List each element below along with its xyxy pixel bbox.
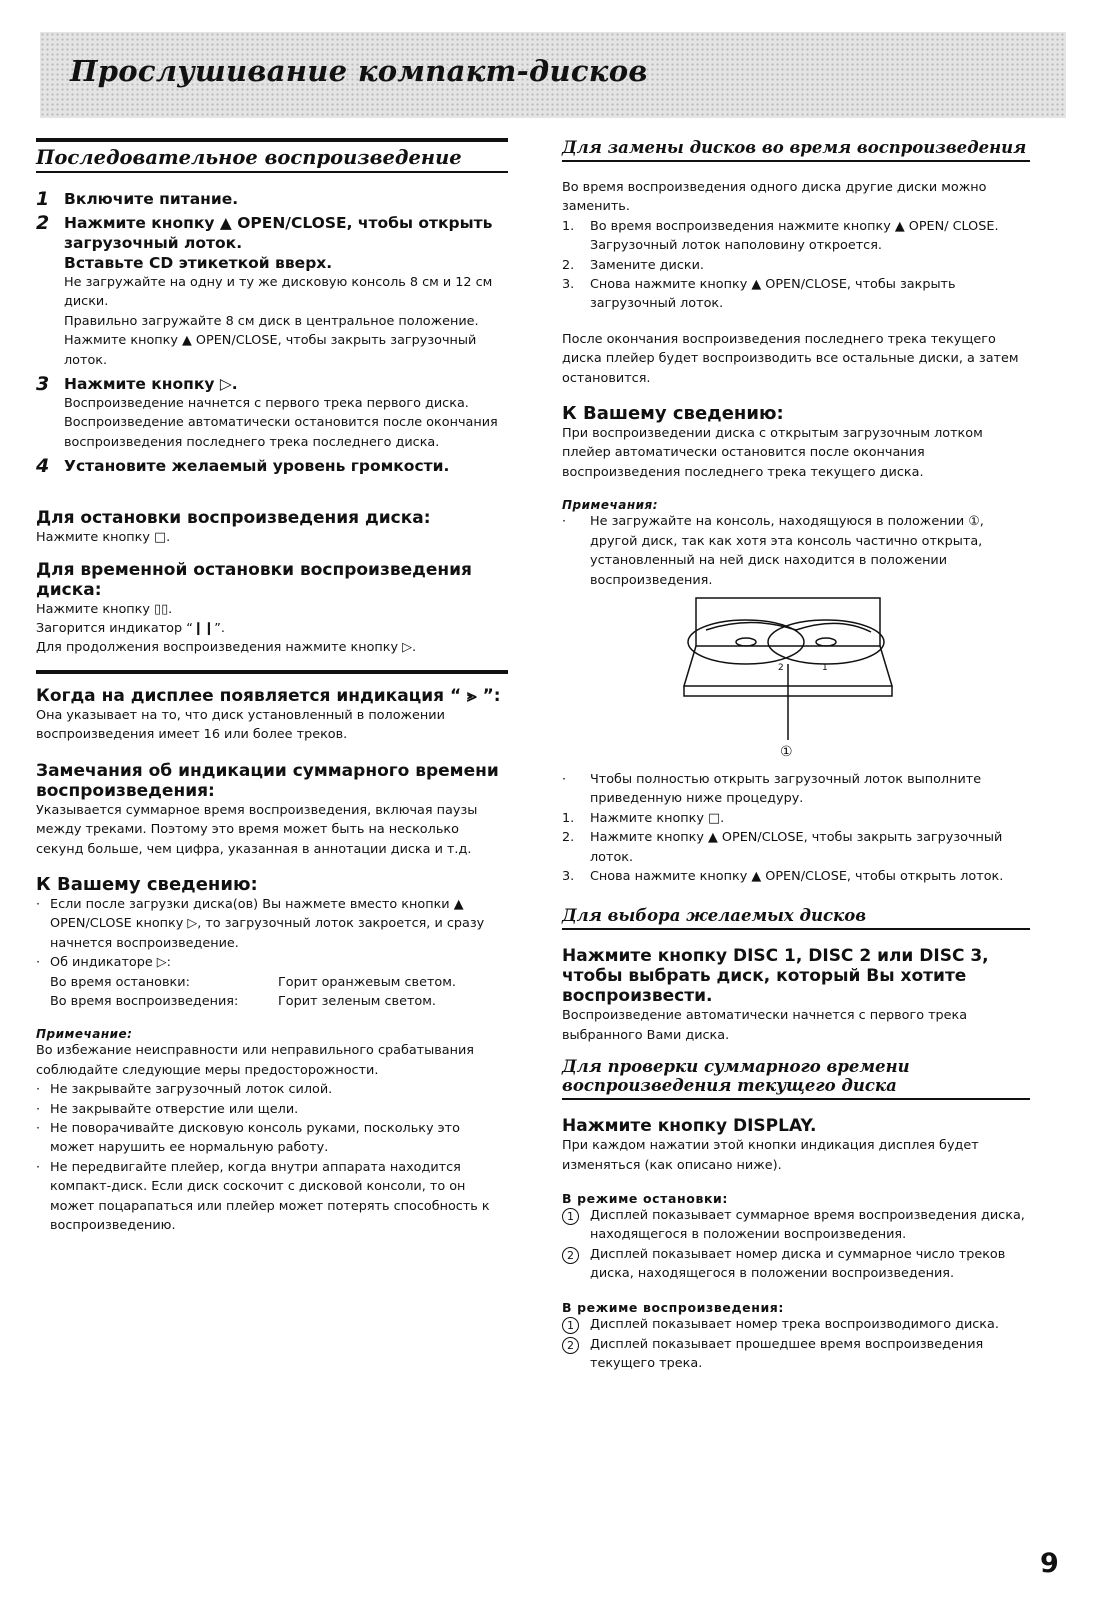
open-bullet: · Чтобы полностью открыть загрузочный лоток выполните приведенную ниже процедуру. <box>562 771 982 807</box>
info-bullet: · Если после загрузки диска(ов) Вы нажмете вместо кнопки ▲ OPEN/CLOSE кнопку ▷, то загрузочный лоток закроется, и сразу начнется воспроизведение. <box>36 896 485 951</box>
step-3-line: Воспроизведение автоматически остановится после окончания воспроизведения последнего трека последнего диска. <box>64 415 498 450</box>
total-time-text: Указывается суммарное время воспроизведения, включая паузы между треками. Поэтому это время может быть на несколько секунд больше, чем цифра, указанная в аннотации диска и т.д. <box>36 802 478 857</box>
pause-line: Загорится индикатор “❙❙”. <box>36 621 225 637</box>
indicator-row: Во время воспроизведения: Горит зеленым светом. <box>50 993 436 1009</box>
figure-callout: ① <box>780 743 793 760</box>
notes-bullet: · Не загружайте на консоль, находящуюся в положении ①, другой диск, так как хотя эта консоль частично открыта, установленный на ней диск находится в положении воспроизведения. <box>562 514 984 588</box>
info-heading-right: К Вашему сведению: <box>562 403 784 425</box>
stop-mode-heading: В режиме остановки: <box>562 1190 729 1206</box>
stop-text: Нажмите кнопку □. <box>36 530 171 546</box>
info-heading: К Вашему сведению: <box>36 873 258 895</box>
swap-intro: Во время воспроизведения одного диска другие диски можно заменить. <box>562 180 987 215</box>
swap-after: После окончания воспроизведения последнего трека текущего диска плейер будет воспроизводить все остальные диски, а затем остановится. <box>562 331 1019 386</box>
open-step: 3. Снова нажмите кнопку ▲ OPEN/CLOSE, чтобы открыть лоток. <box>562 868 1004 884</box>
step-2-line: Правильно загружайте 8 см диск в центральное положение. <box>64 313 479 329</box>
pause-line: Нажмите кнопку ▯▯. <box>36 601 173 617</box>
stop-mode-item: 2 Дисплей показывает номер диска и суммарное число треков диска, находящегося в положении воспроизведения. <box>562 1245 1030 1284</box>
swap-heading: Для замены дисков во время воспроизведения <box>562 138 1030 162</box>
note-bullet: · Не передвигайте плейер, когда внутри аппарата находится компакт-диск. Если диск соскочит с дисковой консоли, то он может поцарапаться или плейер может потерять способность к воспроизведению. <box>36 1159 490 1233</box>
info-text-right: При воспроизведении диска с открытым загрузочным лотком плейер автоматически остановится после окончания воспроизведения последнего трека текущего диска. <box>562 426 983 480</box>
step-3: 3 Нажмите кнопку ▷. <box>36 373 238 396</box>
check-heading: Для проверки суммарного времени воспроизведения текущего диска <box>562 1057 1030 1100</box>
indicator-row: Во время остановки: Горит оранжевым светом. <box>50 974 456 990</box>
stop-heading: Для остановки воспроизведения диска: <box>36 508 431 529</box>
open-step: 1. Нажмите кнопку □. <box>562 810 725 826</box>
total-time-heading: Замечания об индикации суммарного времени воспроизведения: <box>36 760 499 801</box>
step-2-line: Нажмите кнопку ▲ OPEN/CLOSE, чтобы закрыть загрузочный лоток. <box>64 333 477 368</box>
swap-step: 3. Снова нажмите кнопку ▲ OPEN/CLOSE, чтобы закрыть загрузочный лоток. <box>562 277 956 312</box>
swap-step: 2. Замените диски. <box>562 257 704 273</box>
section-title-sequential: Последовательное воспроизведение <box>36 146 462 169</box>
display-text: При каждом нажатии этой кнопки индикация дисплея будет изменяться (как описано ниже). <box>562 1138 979 1173</box>
step-2: 2 Нажмите кнопку ▲ OPEN/CLOSE, чтобы открыть загрузочный лоток. <box>36 212 493 252</box>
select-instruction: Нажмите кнопку DISC 1, DISC 2 или DISC 3, чтобы выбрать диск, который Вы хотите воспроизвести. <box>562 946 989 1007</box>
display-instruction: Нажмите кнопку DISPLAY. <box>562 1116 817 1137</box>
step-2-subtitle: Вставьте CD этикеткой вверх. <box>64 254 333 272</box>
pause-heading: Для временной остановки воспроизведения диска: <box>36 559 472 600</box>
note-bullet: · Не закрывайте отверстие или щели. <box>36 1101 299 1117</box>
note-bullet: · Не поворачивайте дисковую консоль руками, поскольку это может нарушить ее нормальную работу. <box>36 1120 460 1156</box>
select-text: Воспроизведение автоматически начнется с первого трека выбранного Вами диска. <box>562 1008 968 1043</box>
indicator-heading: Когда на дисплее появляется индикация “ ⪢ ”: <box>36 685 501 706</box>
page-banner <box>40 32 1066 118</box>
step-4: 4 Установите желаемый уровень громкости. <box>36 455 450 478</box>
step-2-line: Не загружайте на одну и ту же дисковую консоль 8 см и 12 см диски. <box>64 275 493 310</box>
note-bullet: · Не закрывайте загрузочный лоток силой. <box>36 1082 333 1098</box>
select-heading: Для выбора желаемых дисков <box>562 906 1030 930</box>
right-column <box>562 138 1030 1374</box>
indicator-text: Она указывает на то, что диск установленный в положении воспроизведения имеет 16 или более треков. <box>36 707 445 743</box>
play-mode-item: 1 Дисплей показывает номер трека воспроизводимого диска. <box>562 1315 1030 1335</box>
play-mode-item: 2 Дисплей показывает прошедшее время воспроизведения текущего трека. <box>562 1335 1030 1374</box>
step-1: 1 Включите питание. <box>36 188 239 210</box>
swap-step: 1. Во время воспроизведения нажмите кнопку ▲ OPEN/ CLOSE. Загрузочный лоток наполовину откроется. <box>562 218 999 254</box>
note-text: Во избежание неисправности или неправильного срабатывания соблюдайте следующие меры предосторожности. <box>36 1043 474 1078</box>
open-step: 2. Нажмите кнопку ▲ OPEN/CLOSE, чтобы закрыть загрузочный лоток. <box>562 830 1003 865</box>
page-number: 9 <box>1040 1548 1059 1579</box>
disc-tray-illustration <box>676 590 916 770</box>
note-heading: Примечание: <box>36 1027 133 1042</box>
info-bullet: · Об индикаторе ▷: <box>36 955 171 971</box>
step-3-line: Воспроизведение начнется с первого трека первого диска. <box>64 396 469 412</box>
page-title: Прослушивание компакт-дисков <box>70 54 648 88</box>
left-column <box>36 138 508 1235</box>
pause-line: Для продолжения воспроизведения нажмите кнопку ▷. <box>36 640 417 656</box>
notes-heading: Примечания: <box>562 498 659 513</box>
stop-mode-item: 1 Дисплей показывает суммарное время воспроизведения диска, находящегося в положении воспроизведения. <box>562 1206 1030 1245</box>
play-mode-heading: В режиме воспроизведения: <box>562 1299 785 1315</box>
tray-label-1: 1 <box>822 662 828 673</box>
tray-label-2: 2 <box>778 662 784 673</box>
